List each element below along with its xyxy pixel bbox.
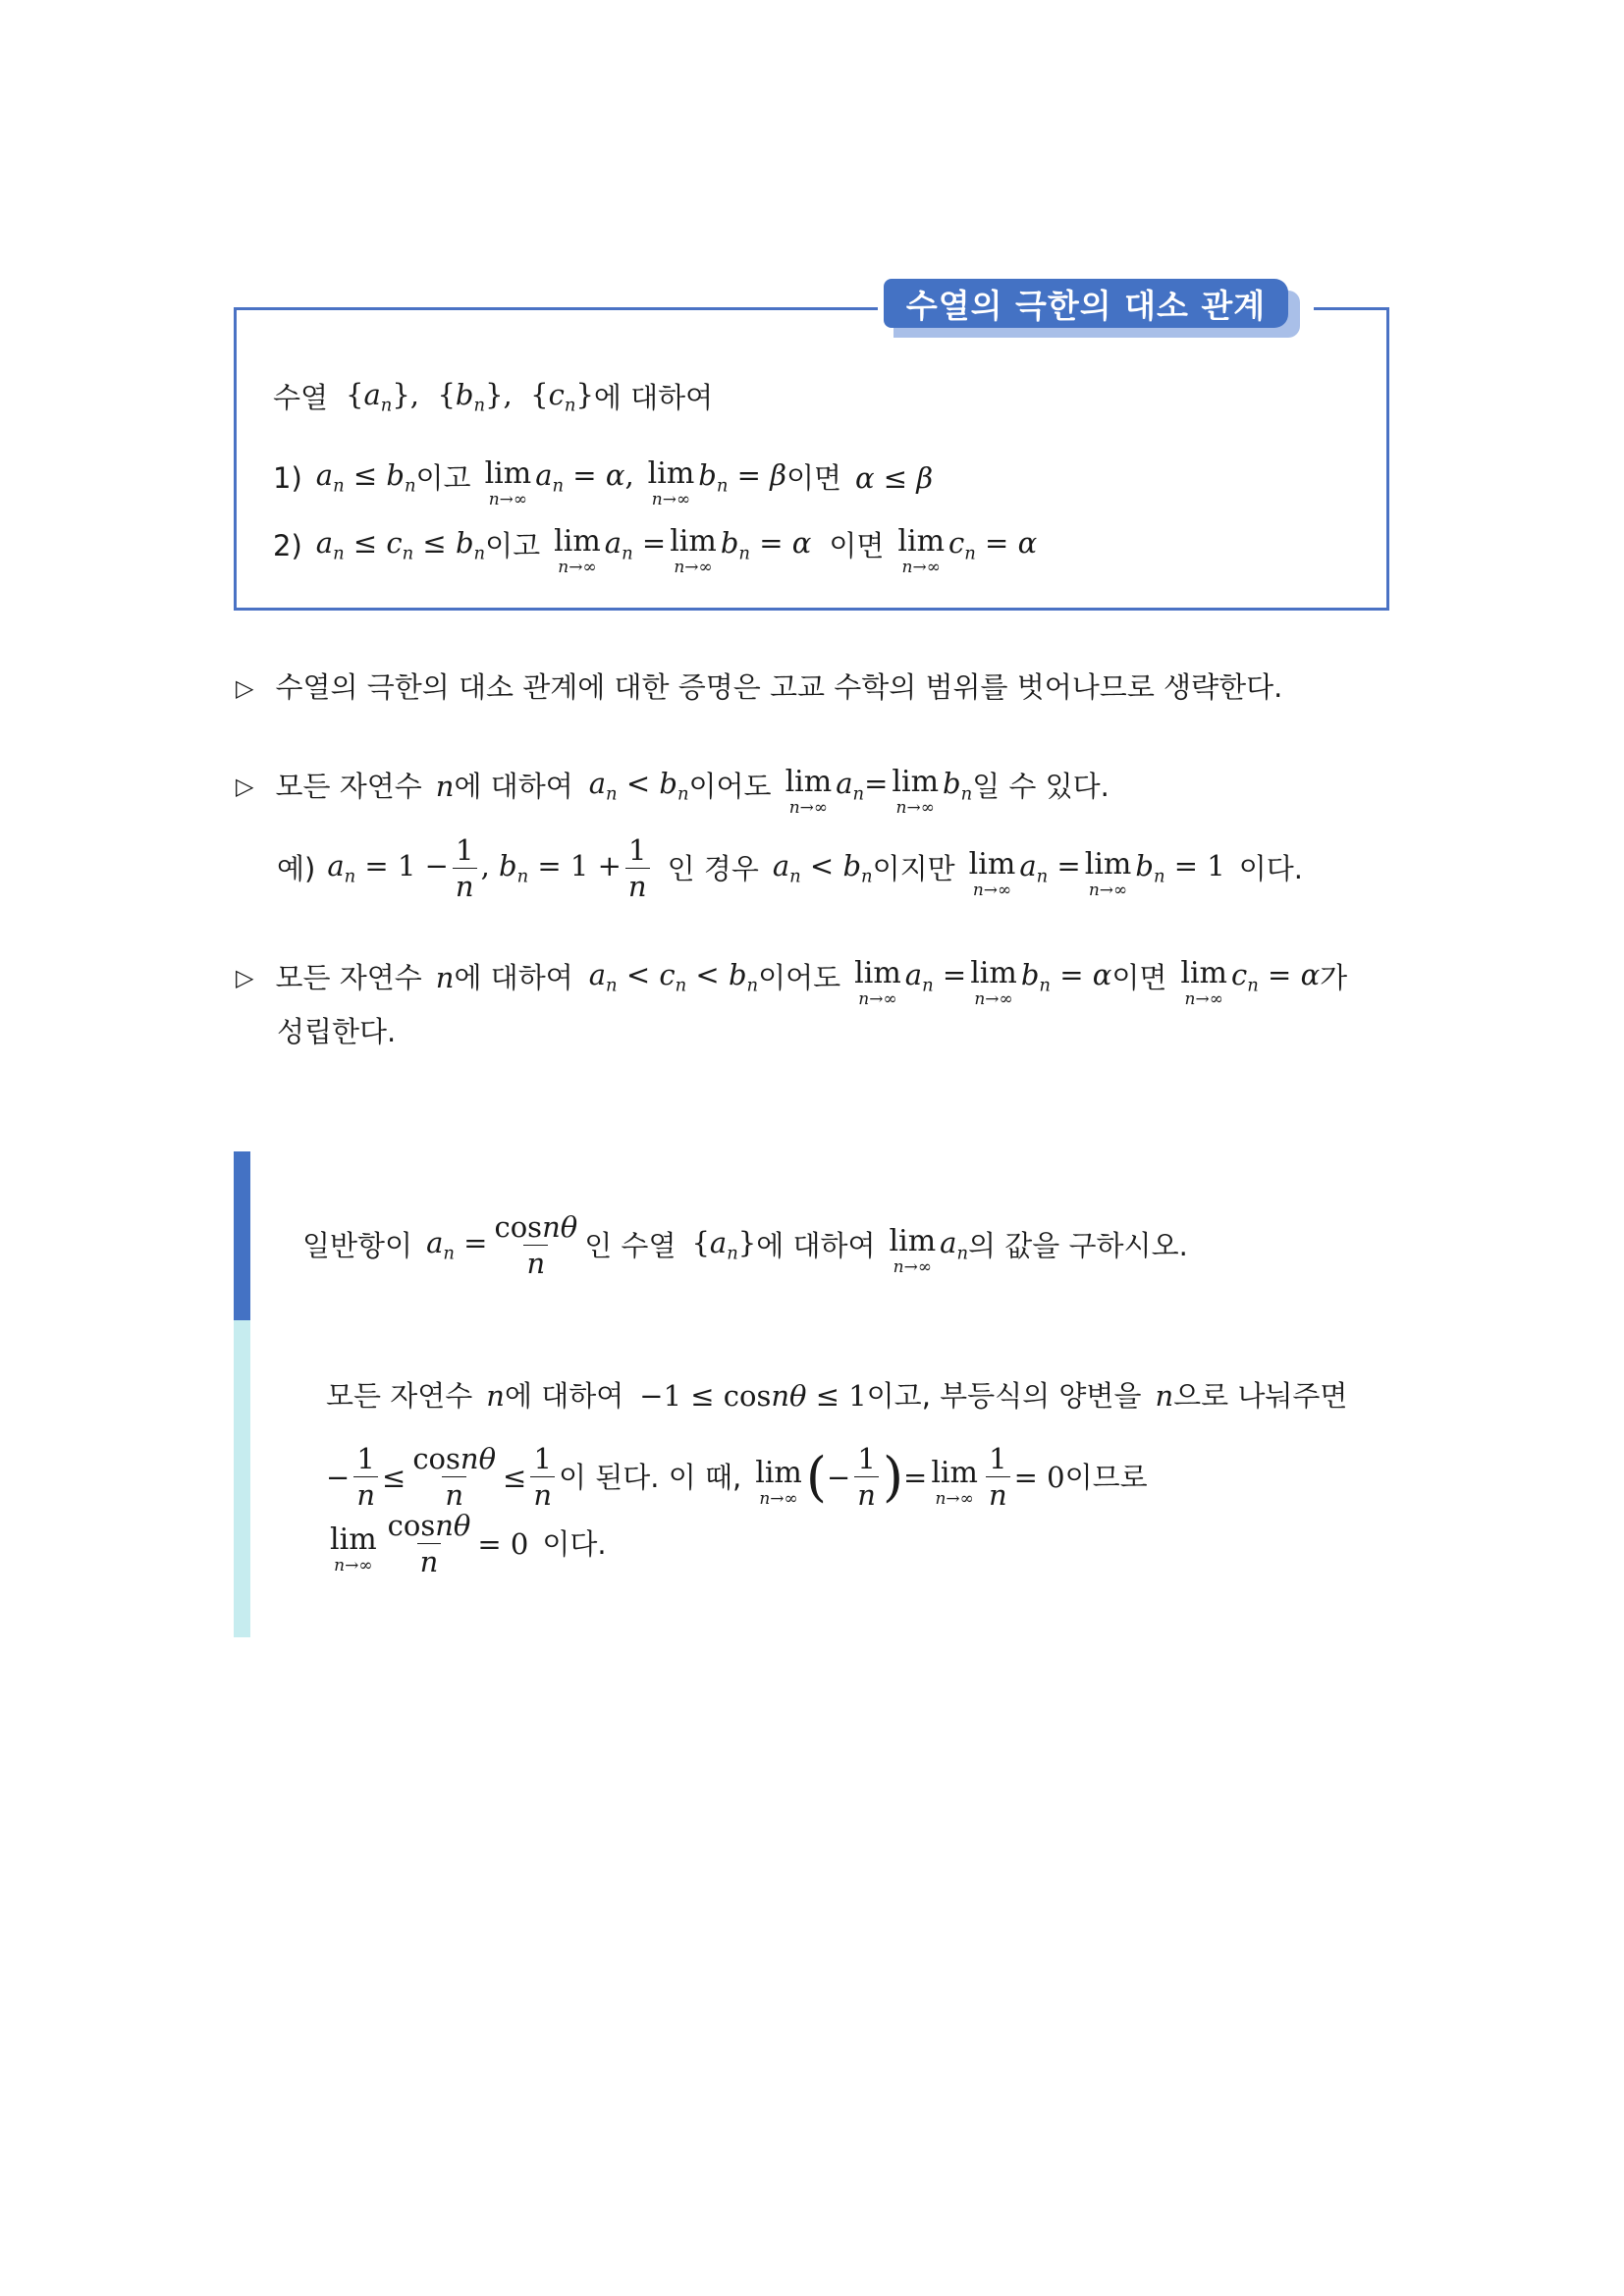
note-1-text: 수열의 극한의 대소 관계에 대한 증명은 고교 수학의 범위를 벗어나므로 생략한다. <box>275 670 1283 704</box>
sol1-a: 모든 자연수 <box>326 1379 473 1413</box>
item1-label: 1) <box>273 460 302 495</box>
sol3-a: 이다. <box>542 1526 607 1561</box>
note-3-c: 이어도 <box>758 960 841 994</box>
note-3-b: 에 대하여 <box>454 960 573 994</box>
note-1 <box>236 670 1283 704</box>
concept-item-2: 2) $a_n \le c_n \le b_n$ 이고 lim n→∞ $a_n$ = lim n→∞ $b_n = \alpha$ 이면 lim n→∞ $c_n = \alpha$ <box>273 524 1038 577</box>
concept-intro: 수열 $\{a_n\}$, $\{b_n\}$, $\{c_n\}$ 에 대하여 <box>273 378 714 416</box>
item2-then: 이면 <box>829 528 885 562</box>
solution-line-3: lim n→∞ $\frac{\cos n\theta}{n}$ = 0 이다. <box>330 1509 607 1578</box>
solution-line-2: − $\frac{1}{n}$ ≤ $\frac{\cos n\theta}{n}$ ≤ $\frac{1}{n}$ 이 된다. 이 때, lim n→∞ ( − $\frac{1}{n}$ ) = lim n→∞ $\frac{1}{n}$ = 0 이므로 <box>326 1442 1148 1512</box>
example-end: 이다. <box>1238 851 1303 885</box>
sol1-d: 으로 나눠주면 <box>1173 1379 1348 1413</box>
example-but: 이지만 <box>872 851 955 885</box>
triangle-bullet-icon: ▷ <box>236 964 254 991</box>
note-2-d: 일 수 있다. <box>972 769 1110 803</box>
sol1-b: 에 대하여 <box>504 1379 624 1413</box>
note-2-example: 예) $a_n = 1$ − $\frac{1}{n}$ , $b_n = 1$ + $\frac{1}{n}$ 인 경우 $a_n < b_n$ 이지만 lim n→∞ $a_n$ = lim n→∞ $b_n = 1$ 이다. <box>277 833 1303 903</box>
note-3-d: 이면 <box>1111 960 1167 994</box>
note-3-a: 모든 자연수 <box>275 960 422 994</box>
concept-title: 수열의 극한의 대소 관계 <box>884 279 1288 328</box>
note-2-b: 에 대하여 <box>454 769 573 803</box>
solution-line-1: 모든 자연수 n 에 대하여 −1 ≤ cosnθ ≤ 1 이고, 부등식의 양변을 n 으로 나눠주면 <box>326 1379 1348 1413</box>
intro-suffix: 에 대하여 <box>593 380 714 414</box>
sol1-c: 이고, 부등식의 양변을 <box>866 1379 1142 1413</box>
question-d: 의 값을 구하시오. <box>968 1228 1188 1262</box>
triangle-bullet-icon: ▷ <box>236 673 254 702</box>
item2-join: 이고 <box>485 528 541 562</box>
item2-label: 2) <box>273 528 302 562</box>
example-label: 예) <box>277 851 316 885</box>
question: 일반항이 $a_n$ = $\frac{\cos n\theta}{n}$ 인 수열 $\{a_n\}$ 에 대하여 lim n→∞ $a_n$ 의 값을 구하시오. <box>302 1210 1188 1280</box>
note-3: ▷ 모든 자연수 n 에 대하여 $a_n < c_n < b_n$ 이어도 lim n→∞ $a_n$ = lim n→∞ $b_n = \alpha$ 이면 lim n→∞ $c_n = \alpha$ 가 <box>236 956 1348 1009</box>
item1-join: 이고 <box>415 460 471 495</box>
note-3-f: 성립한다. <box>277 1015 397 1048</box>
note-3-e: 가 <box>1320 960 1348 994</box>
question-a: 일반항이 <box>302 1228 413 1262</box>
concept-item-1: 1) $a_n \le b_n$ 이고 lim n→∞ $a_n = \alpha$, lim n→∞ $b_n = \beta$ 이면 α ≤ β <box>273 456 934 509</box>
note-2-a: 모든 자연수 <box>275 769 422 803</box>
example-mid: 인 경우 <box>667 851 759 885</box>
intro-prefix: 수열 <box>273 380 329 414</box>
sol2-a: 이 된다. 이 때, <box>559 1460 742 1494</box>
question-c: 에 대하여 <box>756 1228 876 1262</box>
note-2: ▷ 모든 자연수 n 에 대하여 $a_n < b_n$ 이어도 lim n→∞ $a_n=$ lim n→∞ $b_n$ 일 수 있다. <box>236 765 1110 818</box>
triangle-bullet-icon: ▷ <box>236 773 254 800</box>
question-b: 인 수열 <box>584 1228 677 1262</box>
question-accent-bar <box>234 1151 250 1320</box>
sol2-b: 이므로 <box>1064 1460 1148 1494</box>
note-2-c: 이어도 <box>688 769 772 803</box>
item1-then: 이면 <box>785 460 841 495</box>
solution-accent-bar <box>234 1320 250 1637</box>
